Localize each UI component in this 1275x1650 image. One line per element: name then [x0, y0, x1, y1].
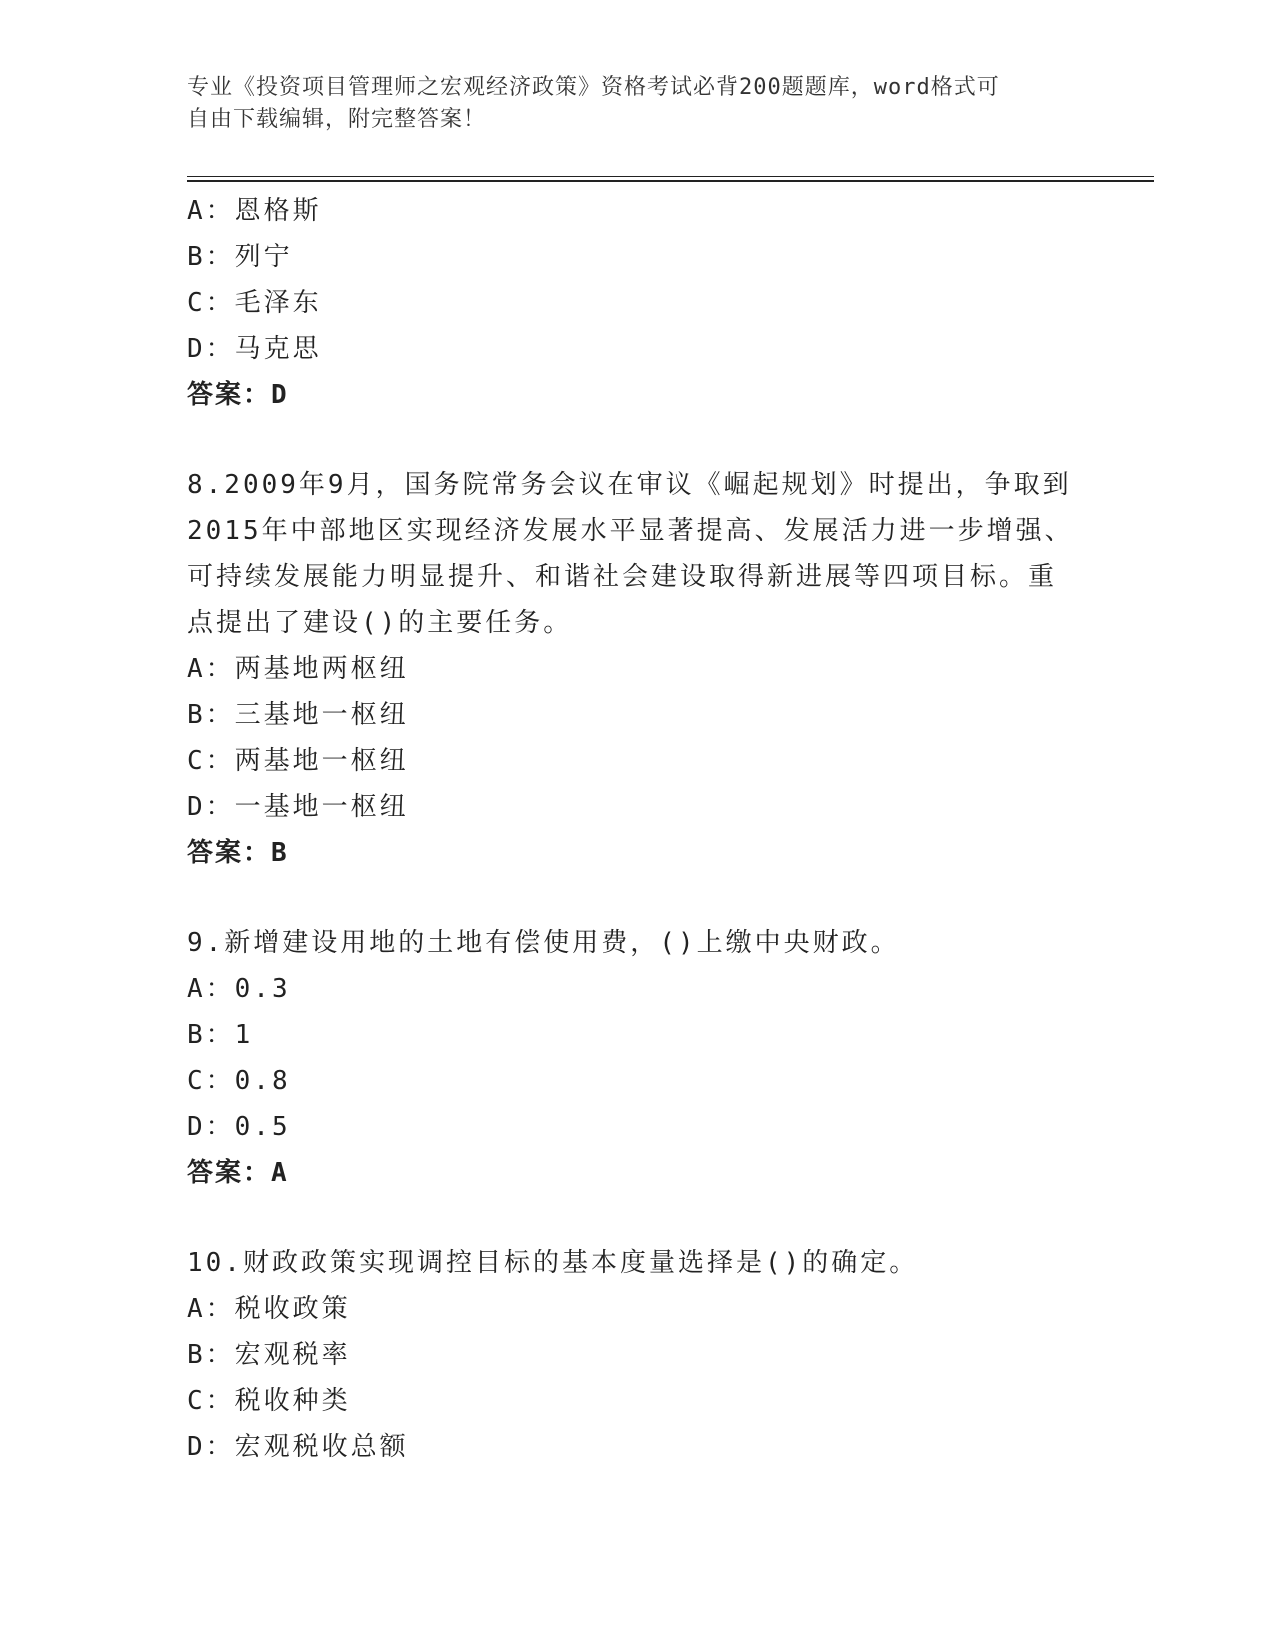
option-c: C：两基地一枢纽 [187, 746, 409, 776]
option-d: D：0.5 [187, 1112, 291, 1142]
question-7 [187, 188, 1087, 418]
option-b: B：1 [187, 1020, 254, 1050]
option-d: D：马克思 [187, 334, 322, 364]
question-9 [187, 920, 1087, 1196]
option-a: A：恩格斯 [187, 196, 322, 226]
option-b: B：宏观税率 [187, 1340, 351, 1370]
document-header [187, 72, 1087, 136]
header-line-2: 自由下载编辑，附完整答案！ [187, 107, 487, 132]
option-c: C：税收种类 [187, 1386, 351, 1416]
answer: 答案：A [187, 1158, 289, 1188]
spacer [187, 876, 1087, 920]
option-a: A：两基地两枢纽 [187, 654, 409, 684]
option-d: D：一基地一枢纽 [187, 792, 409, 822]
header-divider-thick [187, 180, 1154, 182]
answer: 答案：D [187, 380, 289, 410]
option-b: B：三基地一枢纽 [187, 700, 409, 730]
question-stem-line: 8.2009年9月，国务院常务会议在审议《崛起规划》时提出，争取到 [187, 470, 1072, 500]
question-stem-line: 可持续发展能力明显提升、和谐社会建设取得新进展等四项目标。重 [187, 562, 1058, 592]
question-8 [187, 462, 1087, 876]
option-a: A：0.3 [187, 974, 291, 1004]
question-10 [187, 1240, 1087, 1470]
header-divider-thin [187, 176, 1154, 177]
option-b: B：列宁 [187, 242, 293, 272]
question-stem-line: 10.财政政策实现调控目标的基本度量选择是()的确定。 [187, 1248, 919, 1278]
question-stem-line: 点提出了建设()的主要任务。 [187, 608, 573, 638]
option-c: C：0.8 [187, 1066, 291, 1096]
question-stem-line: 9.新增建设用地的土地有偿使用费，()上缴中央财政。 [187, 928, 900, 958]
spacer [187, 418, 1087, 462]
answer: 答案：B [187, 838, 289, 868]
question-stem-line: 2015年中部地区实现经济发展水平显著提高、发展活力进一步增强、 [187, 516, 1074, 546]
spacer [187, 1196, 1087, 1240]
question-list [187, 188, 1087, 1470]
header-line-1: 专业《投资项目管理师之宏观经济政策》资格考试必背200题题库，word格式可 [187, 75, 1000, 100]
option-c: C：毛泽东 [187, 288, 322, 318]
option-d: D：宏观税收总额 [187, 1432, 409, 1462]
option-a: A：税收政策 [187, 1294, 351, 1324]
